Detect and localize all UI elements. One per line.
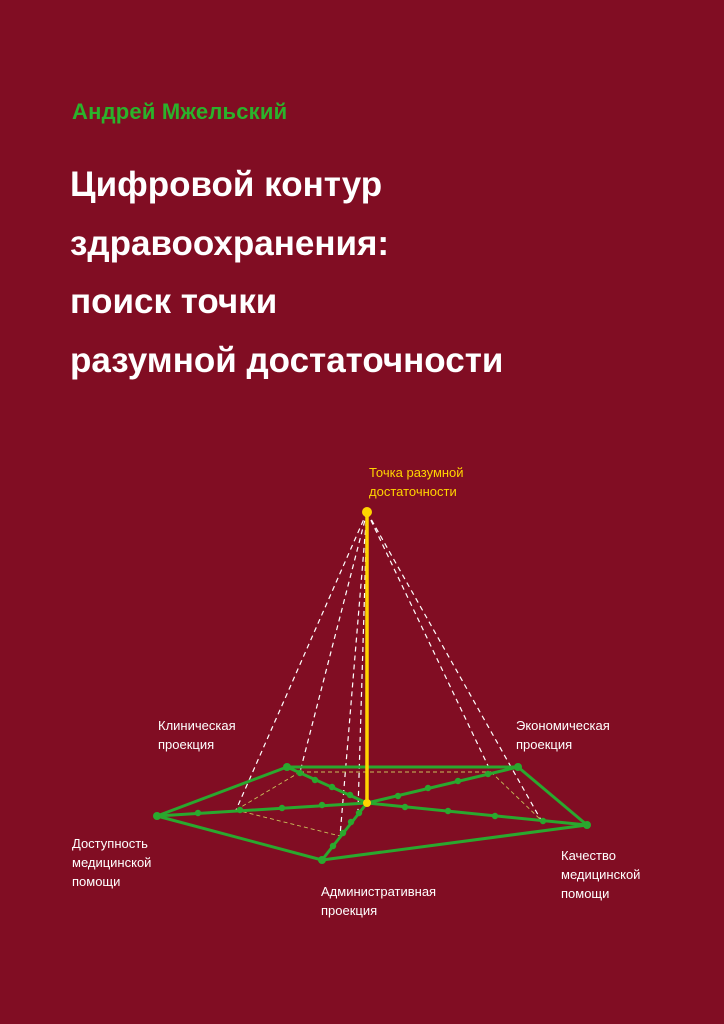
apex-label <box>369 463 464 501</box>
label-access <box>72 834 151 891</box>
label-access-line-2: медицинской <box>72 855 152 870</box>
dashed-edge-6 <box>367 512 541 820</box>
apex-label-line-2: достаточности <box>369 484 457 499</box>
apex-point <box>362 507 372 517</box>
label-access-line-1: Доступность <box>72 836 148 851</box>
title-line-1: Цифровой контур <box>70 165 383 204</box>
dashed-edges <box>236 512 541 836</box>
label-economic <box>516 716 610 754</box>
dashed-edge-5 <box>367 512 491 772</box>
label-economic-line-2: проекция <box>516 737 573 752</box>
title-line-2: здравоохранения: <box>70 223 390 263</box>
dashed-edge-2 <box>300 512 367 772</box>
title-line-3: поиск точки <box>70 282 278 321</box>
inner-green-lines <box>157 767 587 860</box>
label-quality <box>561 846 640 903</box>
label-economic-line-1: Экономическая <box>516 718 610 733</box>
label-admin <box>321 882 436 920</box>
label-admin-line-1: Административная <box>321 884 437 899</box>
label-clinical <box>158 716 236 754</box>
label-admin-line-2: проекция <box>321 903 378 918</box>
label-access-line-3: помощи <box>72 874 121 889</box>
apex-label-line-1: Точка разумной <box>369 465 464 480</box>
label-clinical-line-2: проекция <box>158 737 215 752</box>
label-quality-line-2: медицинской <box>561 867 641 882</box>
author-name: Андрей Мжельский <box>72 99 288 124</box>
title-line-4: разумной достаточности <box>70 340 504 380</box>
label-quality-line-3: помощи <box>561 886 610 901</box>
label-clinical-line-1: Клиническая <box>158 718 236 733</box>
dashed-edge-3 <box>340 512 367 836</box>
base-center-point <box>363 799 371 807</box>
label-quality-line-1: Качество <box>561 848 616 863</box>
